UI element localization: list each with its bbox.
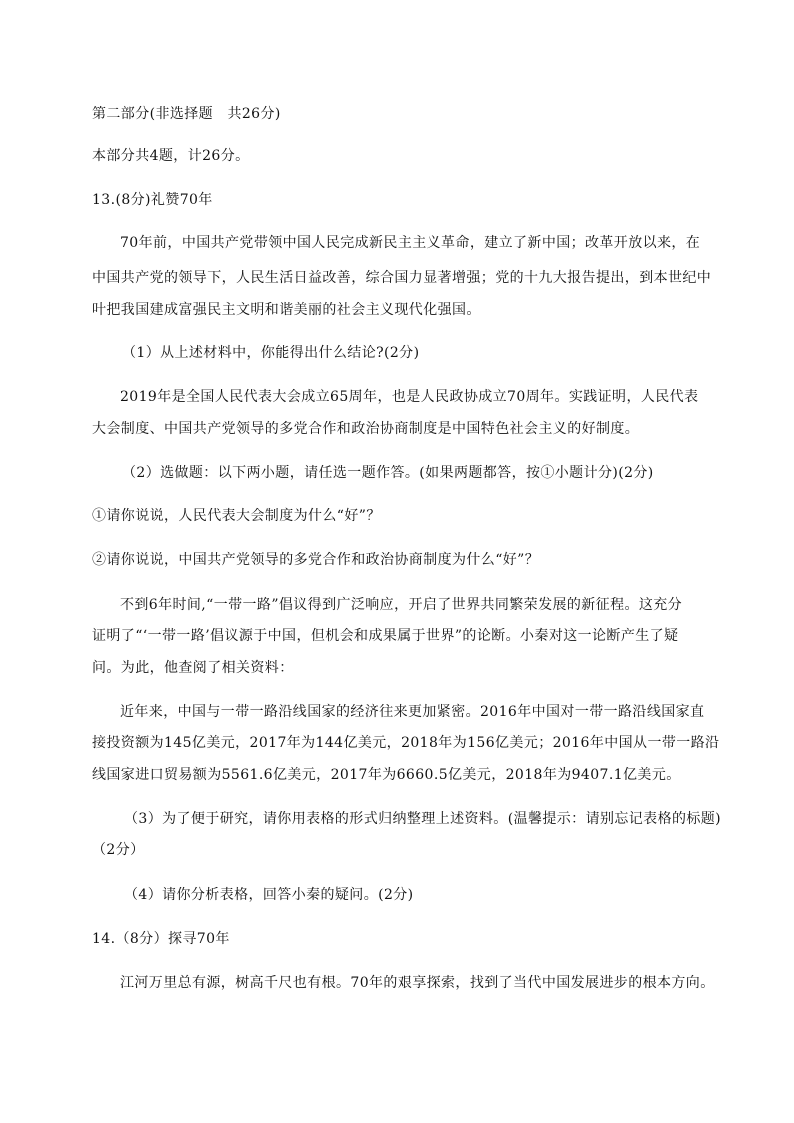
q13-para1-line3: 叶把我国建成富强民主文明和谐美丽的社会主义现代化强国。 [92, 302, 481, 318]
q14-para1: 江河万里总有源，树高千尺也有根。70年的艰享探索，找到了当代中国发展进步的根本方向。 [120, 975, 715, 991]
q13-option1: ①请你说说，人民代表大会制度为什么“好”？ [92, 508, 381, 524]
q13-para1-line2: 中国共产党的领导下，人民生活日益改善，综合国力显著增强；党的十九大报告提出，到本世纪中 [92, 270, 712, 286]
q13-sub3-line2: （2分） [92, 842, 145, 858]
q13-para3-line2: 证明了“‘一带一路’倡议源于中国，但机会和成果属于世界”的论断。小秦对这一论断产生了疑 [92, 628, 679, 644]
section-intro: 本部分共4题，计26分。 [92, 148, 250, 164]
q13-para1-line1: 70年前，中国共产党带领中国人民完成新民主主义革命，建立了新中国；改革开放以来，在 [120, 235, 701, 251]
q13-para4-line2: 接投资额为145亿美元，2017年为144亿美元，2018年为156亿美元；2016年中国从一带一路沿 [92, 735, 720, 751]
q13-sub4: （4）请你分析表格，回答小秦的疑问。(2分) [124, 887, 414, 903]
q13-para3-line3: 问。为此，他查阅了相关资料： [92, 660, 294, 676]
q13-sub3-line1: （3）为了便于研究，请你用表格的形式归纳整理上述资料。(温馨提示：请别忘记表格的标题) [124, 811, 722, 827]
q13-option2: ②请你说说，中国共产党领导的多党合作和政治协商制度为什么“好”？ [92, 552, 540, 568]
q13-sub2: （2）选做题：以下两小题，请任选一题作答。(如果两题都答，按①小题计分)(2分) [122, 465, 654, 481]
q14-heading: 14.（8分）探寻70年 [92, 931, 230, 947]
q13-para4-line3: 线国家进口贸易额为5561.6亿美元，2017年为6660.5亿美元，2018年为9407.1亿美元。 [92, 767, 681, 783]
section-title: 第二部分(非选择题 共26分) [92, 106, 281, 122]
q13-para3-line1: 不到6年时间,“一带一路”倡议得到广泛响应，开启了世界共同繁荣发展的新征程。这充分 [120, 597, 683, 613]
q13-para2-line1: 2019年是全国人民代表大会成立65周年，也是人民政协成立70周年。实践证明，人民代表 [120, 389, 699, 405]
q13-heading: 13.(8分)礼赞70年 [92, 192, 213, 208]
q13-para2-line2: 大会制度、中国共产党领导的多党合作和政治协商制度是中国特色社会主义的好制度。 [92, 421, 640, 437]
q13-para4-line1: 近年来，中国与一带一路沿线国家的经济往来更加紧密。2016年中国对一带一路沿线国家直 [120, 704, 705, 720]
q13-sub1: （1）从上述材料中，你能得出什么结论?(2分) [122, 345, 420, 361]
